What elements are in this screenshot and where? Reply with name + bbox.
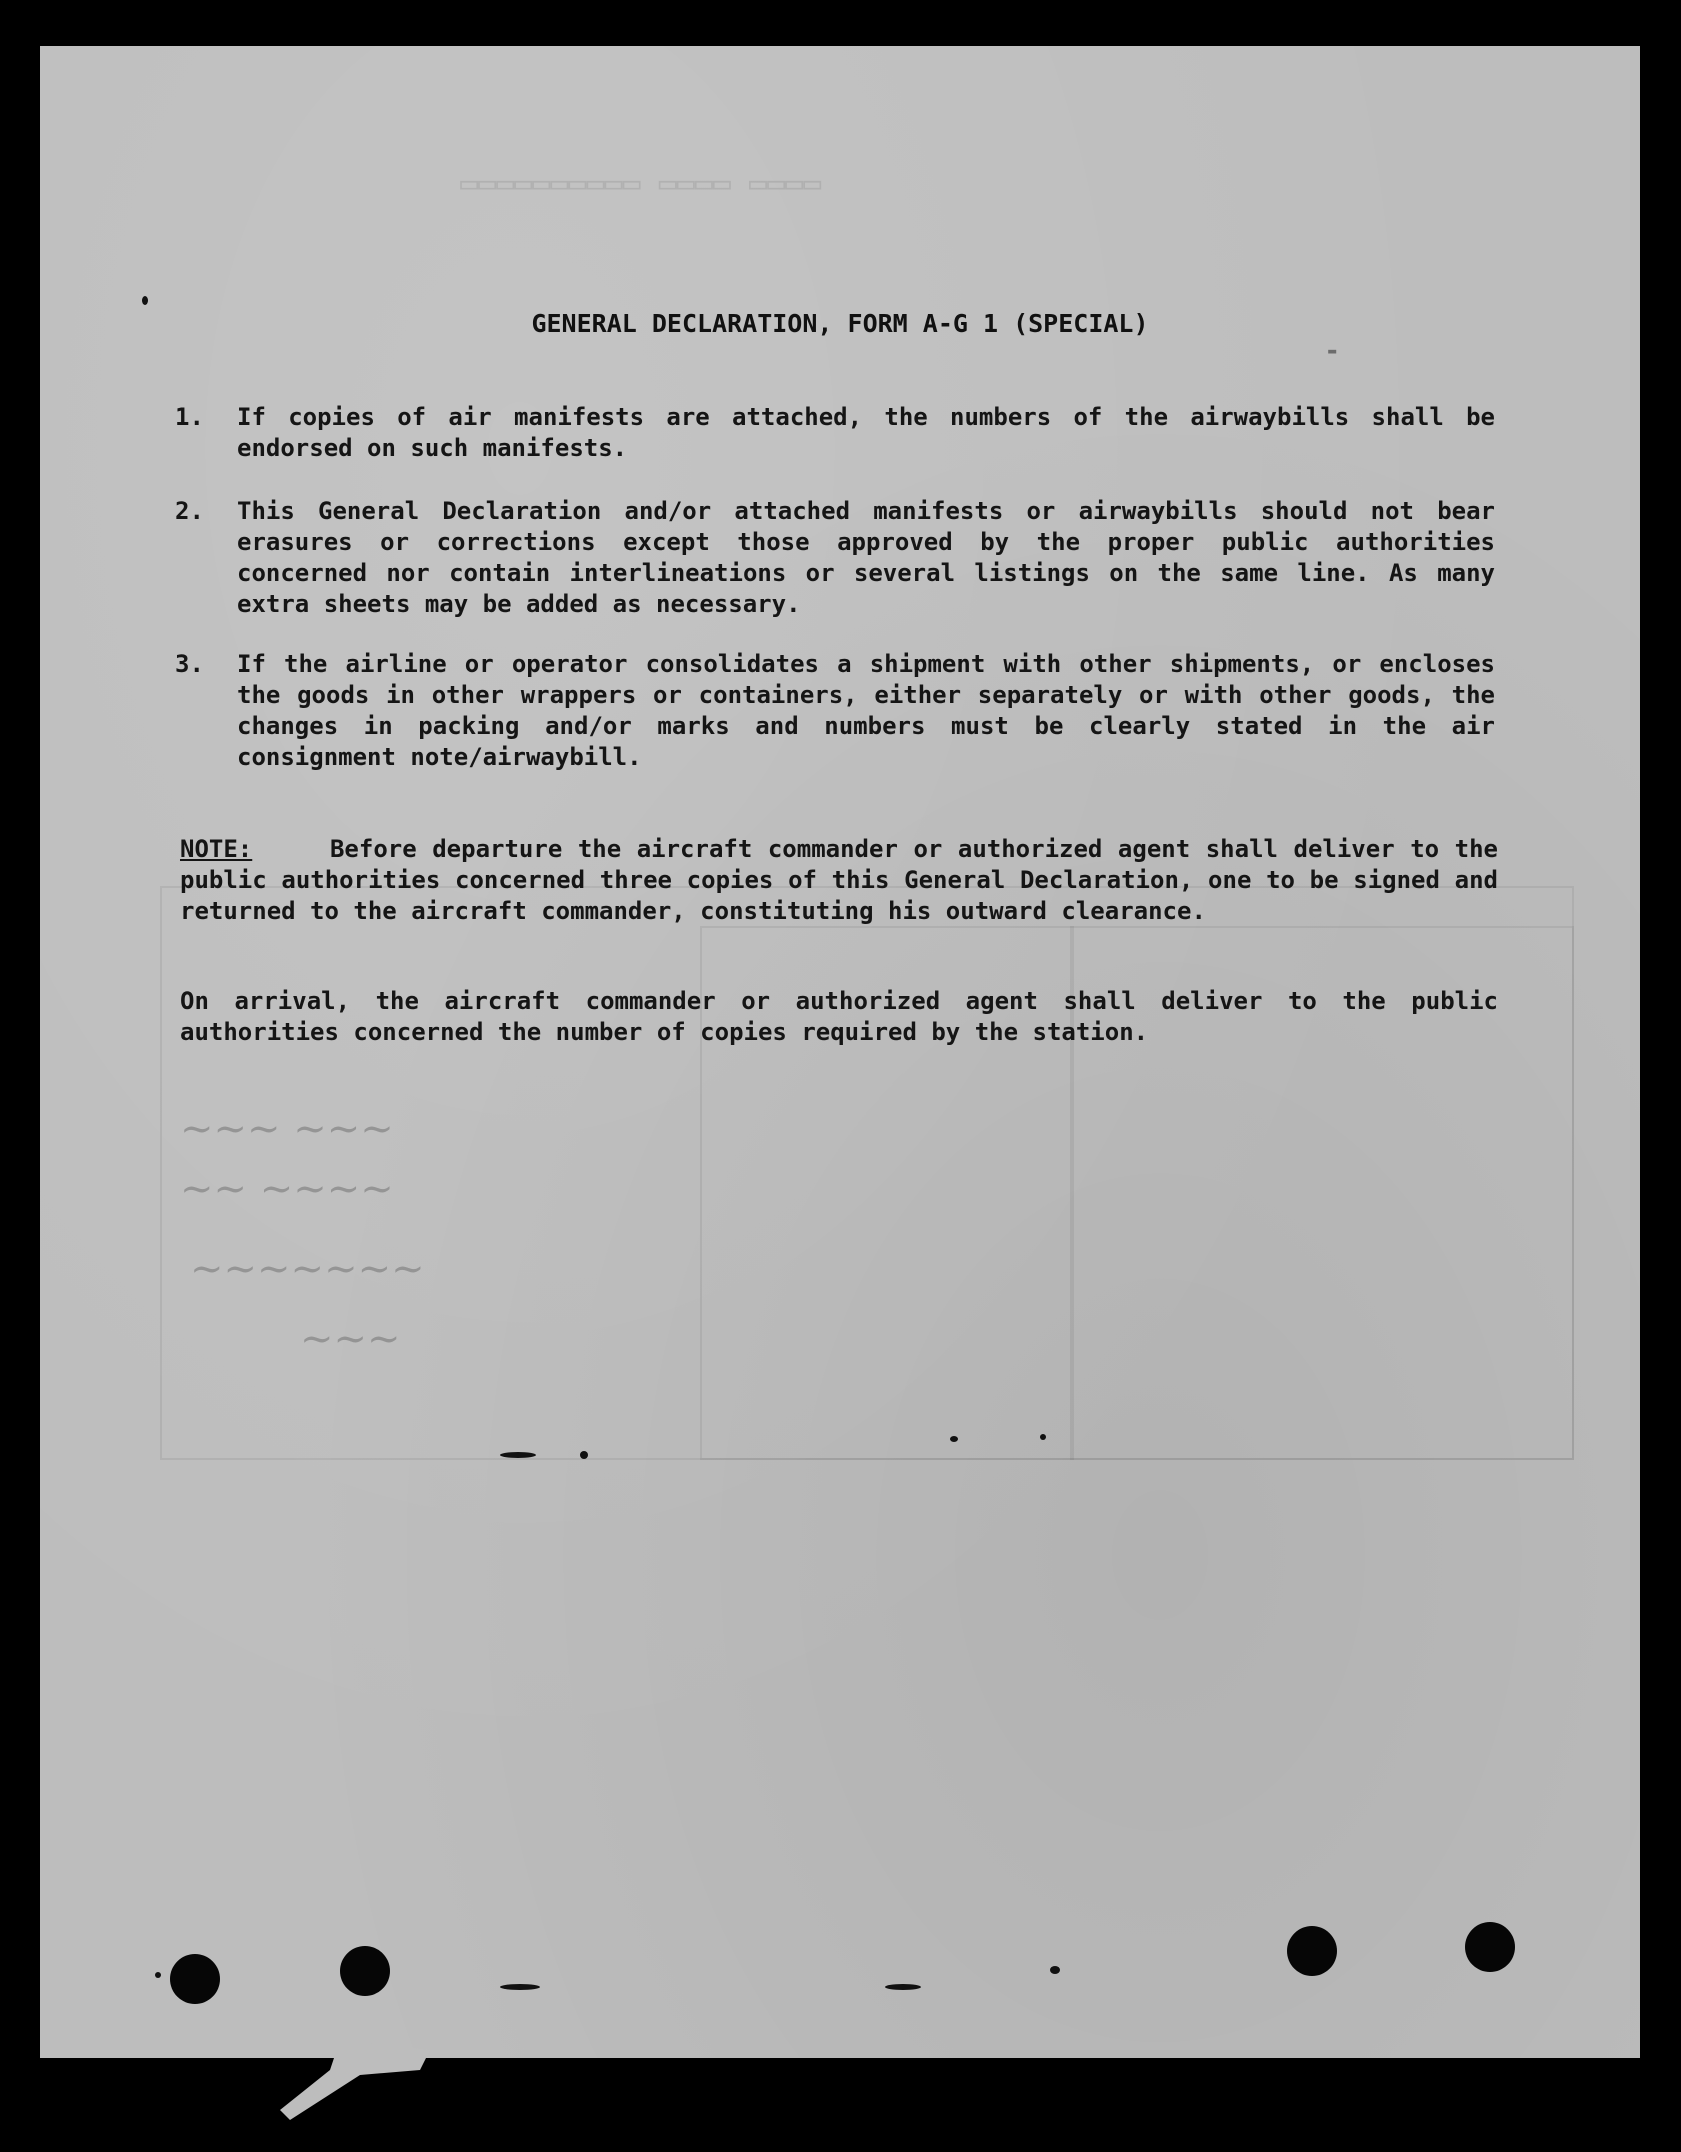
punch-hole (1465, 1922, 1515, 1972)
list-item (175, 649, 1535, 779)
list-item-text: This General Declaration and/or attached manifests or airwaybills should not bear erasures or corrections except those approved by the proper public authorities concerned nor contain interlineations or several listings on the same line. As many extra sheets may be added as necessary. (237, 497, 1495, 618)
list-item-number: 3. (175, 650, 204, 678)
bleed-through-text: ▭▭▭▭ ▭▭▭▭ ▭▭▭▭▭▭▭▭▭▭ (460, 166, 822, 201)
speck (155, 1972, 161, 1978)
punch-hole (340, 1946, 390, 1996)
arrival-paragraph: On arrival, the aircraft commander or authorized agent shall deliver to the public authorities concerned the number of copies required by the station. (180, 987, 1498, 1046)
document-title: GENERAL DECLARATION, FORM A-G 1 (SPECIAL) (531, 309, 1149, 338)
torn-corner (270, 2030, 450, 2120)
bleed-through-handwriting: ~~~ ~~~ (180, 1106, 394, 1152)
speck (885, 1984, 921, 1990)
note-label: NOTE: (180, 835, 253, 863)
speck (500, 1984, 540, 1990)
speck (500, 1452, 536, 1458)
list-item-text: If copies of air manifests are attached, the numbers of the airwaybills shall be endorsed on such manifests. (237, 403, 1495, 462)
speck (1040, 1434, 1046, 1440)
margin-mark: - (1324, 336, 1340, 366)
list-item (175, 496, 1535, 626)
speck (580, 1451, 588, 1459)
punch-hole (1287, 1926, 1337, 1976)
punch-hole (170, 1954, 220, 2004)
speck (950, 1436, 958, 1442)
bleed-through-handwriting: ~~~~~~~ (190, 1246, 425, 1292)
list-item-text: If the airline or operator consolidates a shipment with other shipments, or encloses the goods in other wrappers or containers, either separately or with other goods, the changes in packing and/or marks and numbers must be clearly stated in the air consignment note/airwaybill. (237, 650, 1495, 771)
speck (1050, 1966, 1060, 1974)
bleed-through-handwriting: ~~~ (300, 1316, 401, 1362)
list-item (175, 402, 1535, 472)
note-paragraph (180, 834, 1498, 927)
bleed-through-handwriting: ~~ ~~~~ (180, 1166, 394, 1212)
list-item-number: 1. (175, 403, 204, 431)
speck (142, 296, 148, 305)
list-item-number: 2. (175, 497, 204, 525)
note-text: Before departure the aircraft commander or authorized agent shall deliver to the public authorities concerned three copies of this General Declaration, one to be signed and returned to the aircraft commander, constituting his outward clearance. (180, 835, 1498, 925)
document-page (40, 46, 1640, 2058)
